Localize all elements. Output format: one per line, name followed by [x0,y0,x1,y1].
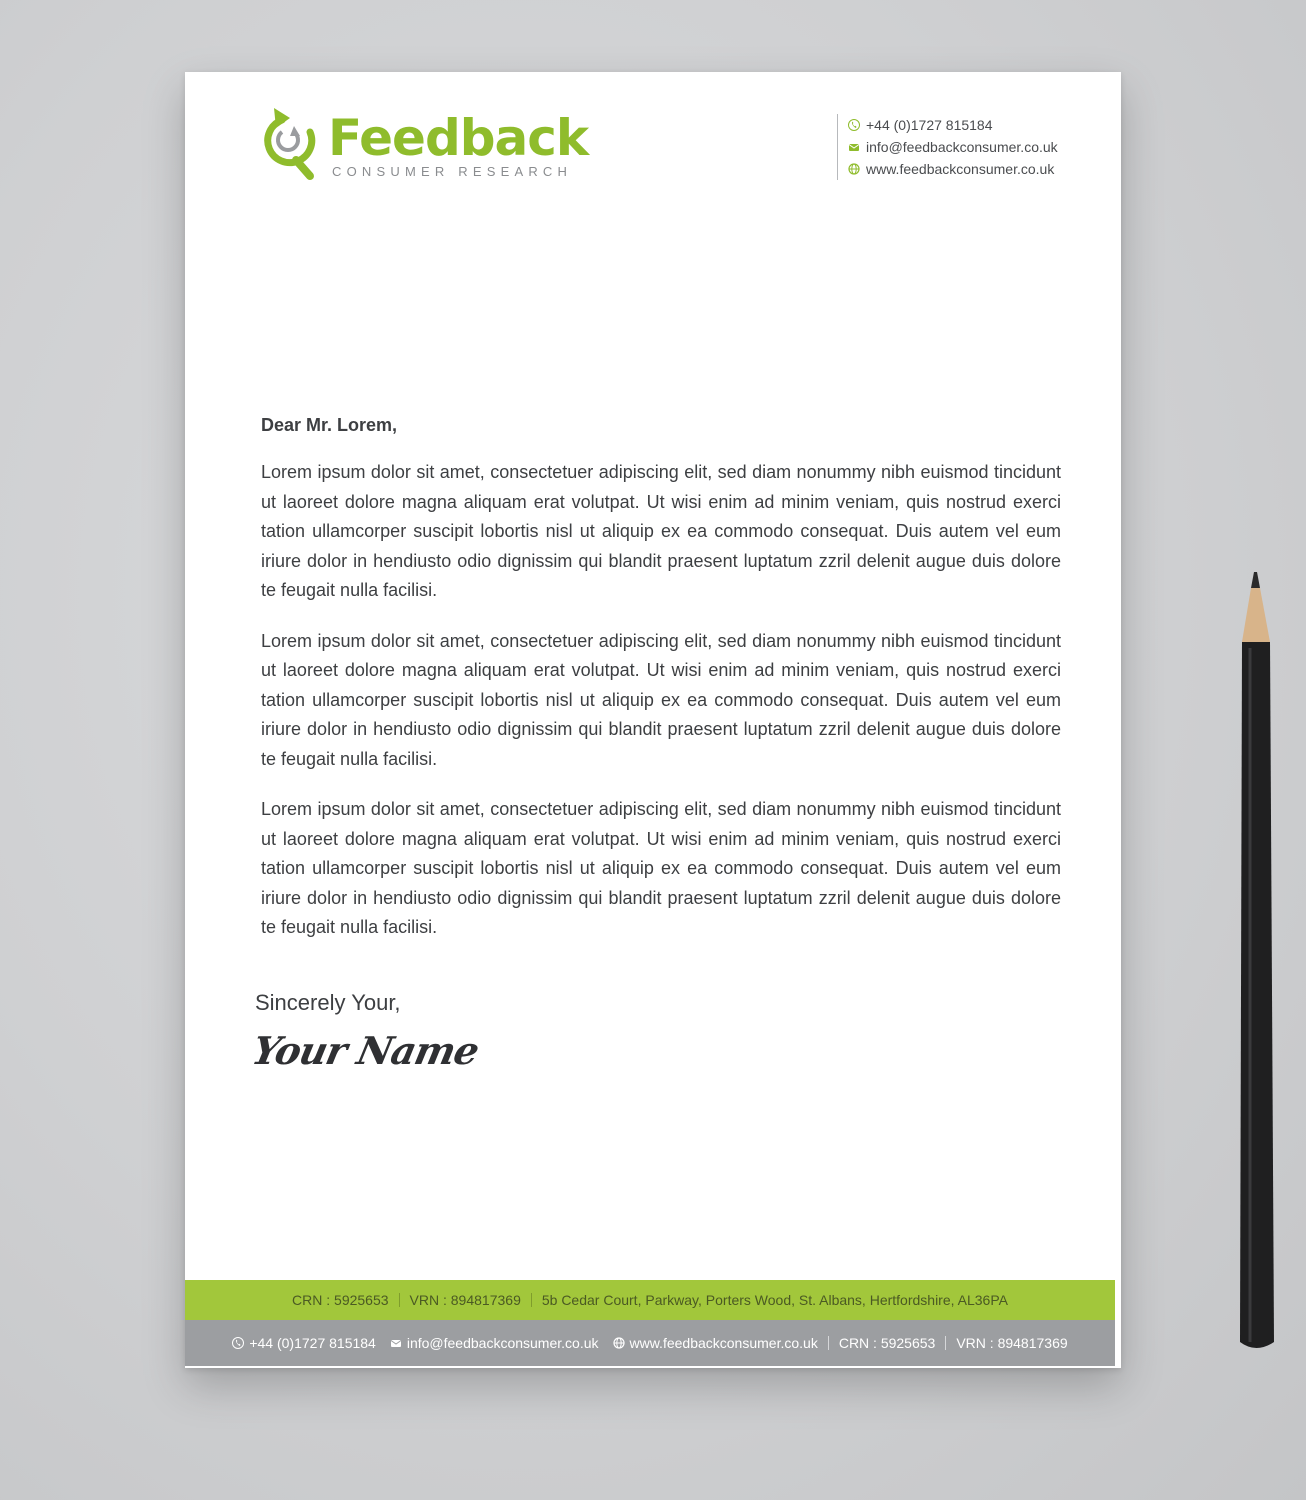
letter-greeting: Dear Mr. Lorem, [261,415,398,435]
header-email[interactable] [848,136,1058,158]
header-phone-text: +44 (0)1727 815184 [866,117,993,133]
footer-divider [945,1336,946,1350]
phone-icon [848,119,860,131]
footer-phone[interactable]: +44 (0)1727 815184 [249,1335,376,1351]
mail-icon [390,1337,402,1349]
letter-paragraph: Lorem ipsum dolor sit amet, consectetuer adipiscing elit, sed diam nonummy nibh euismod tincidunt ut laoreet dolore magna aliquam erat volutpat. Ut wisi enim ad minim veniam, quis nostrud exerci tation ullamcorper suscipit lobortis nisl ut aliquip ex ea commodo consequat. Duis autem vel eum iriure dolor in hendiusto odio dignissim qui blandit praesent luptatum zzril delenit augue duis dolore te feugait nulla facilisi. [261,799,1061,937]
header-email-text: info@feedbackconsumer.co.uk [866,139,1058,155]
header-website[interactable] [848,158,1058,180]
footer-crn-grey: CRN : 5925653 [838,1335,936,1351]
letter-closing: Sincerely Your, [255,990,401,1015]
footer-address: 5b Cedar Court, Parkway, Porters Wood, St. Albans, Hertfordshire, AL36PA [541,1292,1008,1308]
pencil-prop [1236,572,1276,1352]
brand-name: Feedback [328,109,589,167]
footer-email[interactable]: info@feedbackconsumer.co.uk [406,1335,599,1351]
globe-icon [848,163,860,175]
footer-crn: CRN : 5925653 [292,1292,389,1308]
letter-paragraph: Lorem ipsum dolor sit amet, consectetuer adipiscing elit, sed diam nonummy nibh euismod tincidunt ut laoreet dolore magna aliquam erat volutpat. Ut wisi enim ad minim veniam, quis nostrud exerci tation ullamcorper suscipit lobortis nisl ut aliquip ex ea commodo consequat. Duis autem vel eum iriure dolor in hendiusto odio dignissim qui blandit praesent luptatum zzril delenit augue duis dolore te feugait nulla facilisi. [261,462,1061,600]
footer-green-bar [185,1280,1115,1320]
footer-vrn: VRN : 894817369 [409,1292,521,1308]
mail-icon [848,141,860,153]
footer-grey-bar [185,1320,1115,1366]
brand-tagline: CONSUMER RESEARCH [332,164,573,179]
letter-body [261,415,1061,964]
letter-paragraph: Lorem ipsum dolor sit amet, consectetuer adipiscing elit, sed diam nonummy nibh euismod tincidunt ut laoreet dolore magna aliquam erat volutpat. Ut wisi enim ad minim veniam, quis nostrud exerci tation ullamcorper suscipit lobortis nisl ut aliquip ex ea commodo consequat. Duis autem vel eum iriure dolor in hendiusto odio dignissim qui blandit praesent luptatum zzril delenit augue duis dolore te feugait nulla facilisi. [261,630,1061,769]
signature: Your Name [248,1028,483,1073]
header-website-text: www.feedbackconsumer.co.uk [866,161,1055,177]
phone-icon [232,1337,244,1349]
footer-divider [531,1293,532,1307]
footer-vrn-grey: VRN : 894817369 [956,1335,1068,1351]
footer-website[interactable]: www.feedbackconsumer.co.uk [629,1335,818,1351]
footer-divider [828,1336,829,1350]
feedback-logo-icon [260,106,322,184]
letterhead-page [185,72,1121,1368]
globe-icon [613,1337,625,1349]
company-logo [260,106,590,186]
header-contact-block [837,114,1058,180]
footer-divider [399,1293,400,1307]
header-phone[interactable] [848,114,1058,136]
